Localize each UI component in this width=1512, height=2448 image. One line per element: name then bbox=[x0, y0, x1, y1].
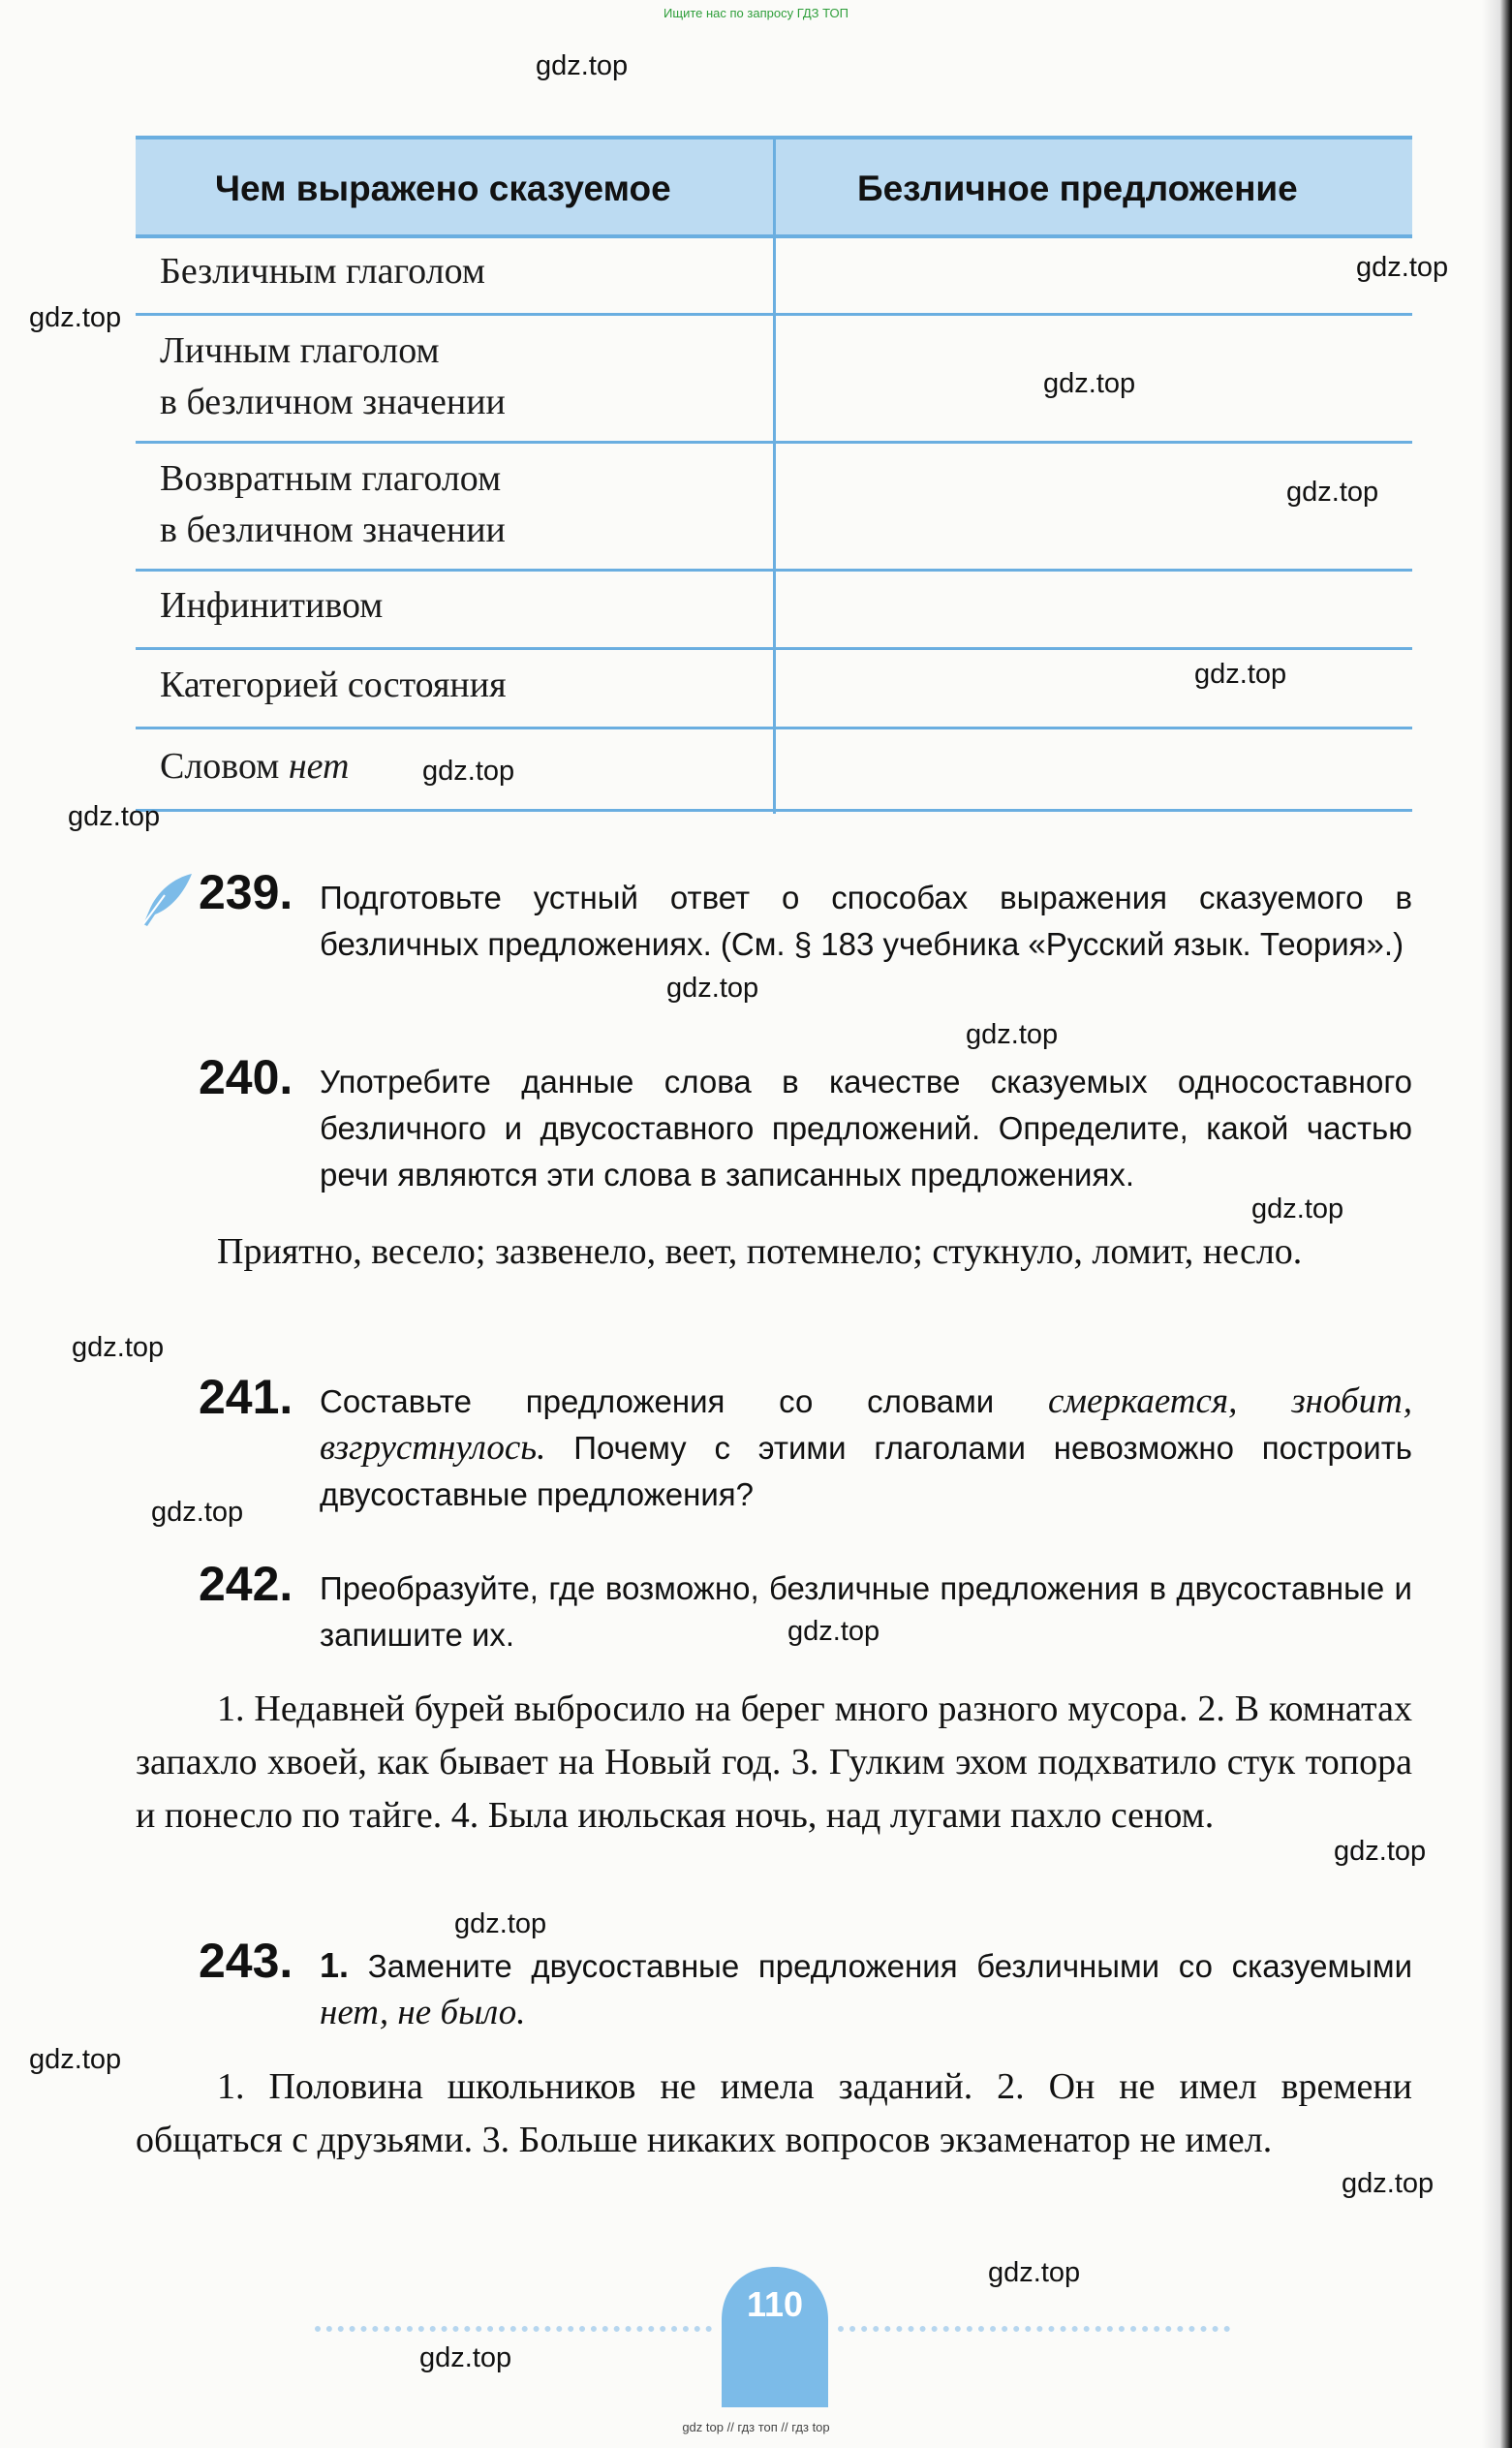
cell-italic-word: нет bbox=[288, 746, 350, 787]
table-row-divider bbox=[136, 569, 1412, 572]
cell-text: Личным глаголом bbox=[160, 330, 440, 371]
watermark: gdz.top bbox=[419, 2342, 512, 2373]
table-header-left: Чем выражено сказуемое bbox=[215, 169, 671, 208]
bottom-banner: gdz top // гдз топ // гдз top bbox=[682, 2420, 830, 2434]
page-dotted-line-left bbox=[315, 2326, 712, 2338]
page-dotted-line-right bbox=[838, 2326, 1230, 2338]
watermark: gdz.top bbox=[151, 1497, 244, 1528]
exercise-text-242: Преобразуйте, где возможно, безличные предложения в двусоставные и запишите их. bbox=[320, 1570, 1412, 1653]
exercise-number-242: 242. bbox=[199, 1557, 293, 1611]
watermark: gdz.top bbox=[988, 2257, 1081, 2288]
watermark: gdz.top bbox=[536, 50, 629, 81]
watermark: gdz.top bbox=[68, 801, 161, 832]
table-cell-row5 bbox=[160, 660, 760, 711]
table-column-divider bbox=[773, 136, 776, 814]
exercise-number-241: 241. bbox=[199, 1370, 293, 1424]
cell-text: в безличном значении bbox=[160, 510, 506, 550]
exercise-words-241: смеркается, знобит, взгрустнулось. bbox=[320, 1381, 1412, 1468]
table-cell-row4 bbox=[160, 580, 760, 632]
exercise-number-240: 240. bbox=[199, 1050, 293, 1104]
watermark: gdz.top bbox=[1251, 1193, 1344, 1224]
top-banner: Ищите нас по запросу ГДЗ ТОП bbox=[663, 6, 849, 20]
exercise-number-239: 239. bbox=[199, 865, 293, 919]
cell-text: Словом bbox=[160, 746, 280, 787]
exercise-text-241-a: Составьте предложения со словами bbox=[320, 1383, 995, 1419]
watermark: gdz.top bbox=[29, 2044, 122, 2075]
table-row-divider bbox=[136, 727, 1412, 729]
watermark: gdz.top bbox=[1194, 659, 1287, 690]
watermark: gdz.top bbox=[72, 1332, 165, 1363]
exercise-words-240: Приятно, весело; зазвенело, веет, потемнело; стукнуло, ломит, несло. bbox=[217, 1231, 1303, 1272]
cell-text: Безличным глаголом bbox=[160, 251, 485, 292]
watermark: gdz.top bbox=[666, 973, 759, 1004]
page-edge-shadow bbox=[1482, 0, 1512, 2448]
exercise-sentences-243: 1. Половина школьников не имела заданий. 2. Он не имел времени общаться с друзьями. 3. Больше никаких вопросов экзаменатор не имел. bbox=[136, 2066, 1412, 2160]
watermark: gdz.top bbox=[1342, 2168, 1435, 2199]
table-row-divider bbox=[136, 313, 1412, 316]
cell-text: Возвратным глаголом bbox=[160, 458, 502, 499]
watermark: gdz.top bbox=[1043, 368, 1136, 399]
cell-text: в безличном значении bbox=[160, 382, 506, 422]
table-cell-row2 bbox=[160, 325, 760, 428]
exercise-task-number-243: 1. bbox=[320, 1945, 350, 1985]
exercise-text-243-a: Замените двусоставные предложения безличными со сказуемыми bbox=[367, 1948, 1413, 1984]
watermark: gdz.top bbox=[1334, 1836, 1427, 1867]
watermark: gdz.top bbox=[966, 1019, 1059, 1050]
page-number: 110 bbox=[746, 2284, 804, 2324]
exercise-text-239: Подготовьте устный ответ о способах выражения сказуемого в безличных предложениях. (См. § 183 учебника «Русский язык. Теория».) bbox=[320, 880, 1412, 962]
table-bottom-border bbox=[136, 809, 1412, 812]
table-cell-row3 bbox=[160, 453, 760, 556]
quill-icon bbox=[136, 870, 196, 930]
table-row-divider bbox=[136, 647, 1412, 650]
exercise-sentences-242: 1. Недавней бурей выбросило на берег много разного мусора. 2. В комнатах запахло хвоей, как бывает на Новый год. 3. Гулким эхом подхватило стук топора и понесло по тайге. 4. Была июльская ночь, над лугами пахло сеном. bbox=[136, 1689, 1412, 1836]
table-cell-row1 bbox=[160, 246, 760, 297]
watermark: gdz.top bbox=[454, 1908, 547, 1939]
exercise-text-240: Употребите данные слова в качестве сказуемых односоставного безличного и двусоставного предложений. Определите, какой частью речи являются эти слова в записанных предложениях. bbox=[320, 1064, 1412, 1193]
watermark: gdz.top bbox=[1356, 252, 1449, 283]
exercise-text-241 bbox=[320, 1379, 1412, 1518]
watermark: gdz.top bbox=[1286, 477, 1379, 508]
cell-text: Инфинитивом bbox=[160, 585, 384, 626]
cell-text: Категорией состояния bbox=[160, 665, 507, 705]
watermark: gdz.top bbox=[422, 756, 515, 787]
exercise-text-241-b: Почему с этими глаголами невозможно построить двусоставные предложения? bbox=[320, 1430, 1413, 1512]
table-row-divider bbox=[136, 441, 1412, 444]
watermark: gdz.top bbox=[29, 302, 122, 333]
watermark: gdz.top bbox=[787, 1616, 880, 1647]
exercise-number-243: 243. bbox=[199, 1934, 293, 1988]
exercise-text-243 bbox=[320, 1942, 1412, 2036]
table-header-right: Безличное предложение bbox=[857, 169, 1298, 208]
exercise-words-243: нет, не было. bbox=[320, 1993, 526, 2032]
